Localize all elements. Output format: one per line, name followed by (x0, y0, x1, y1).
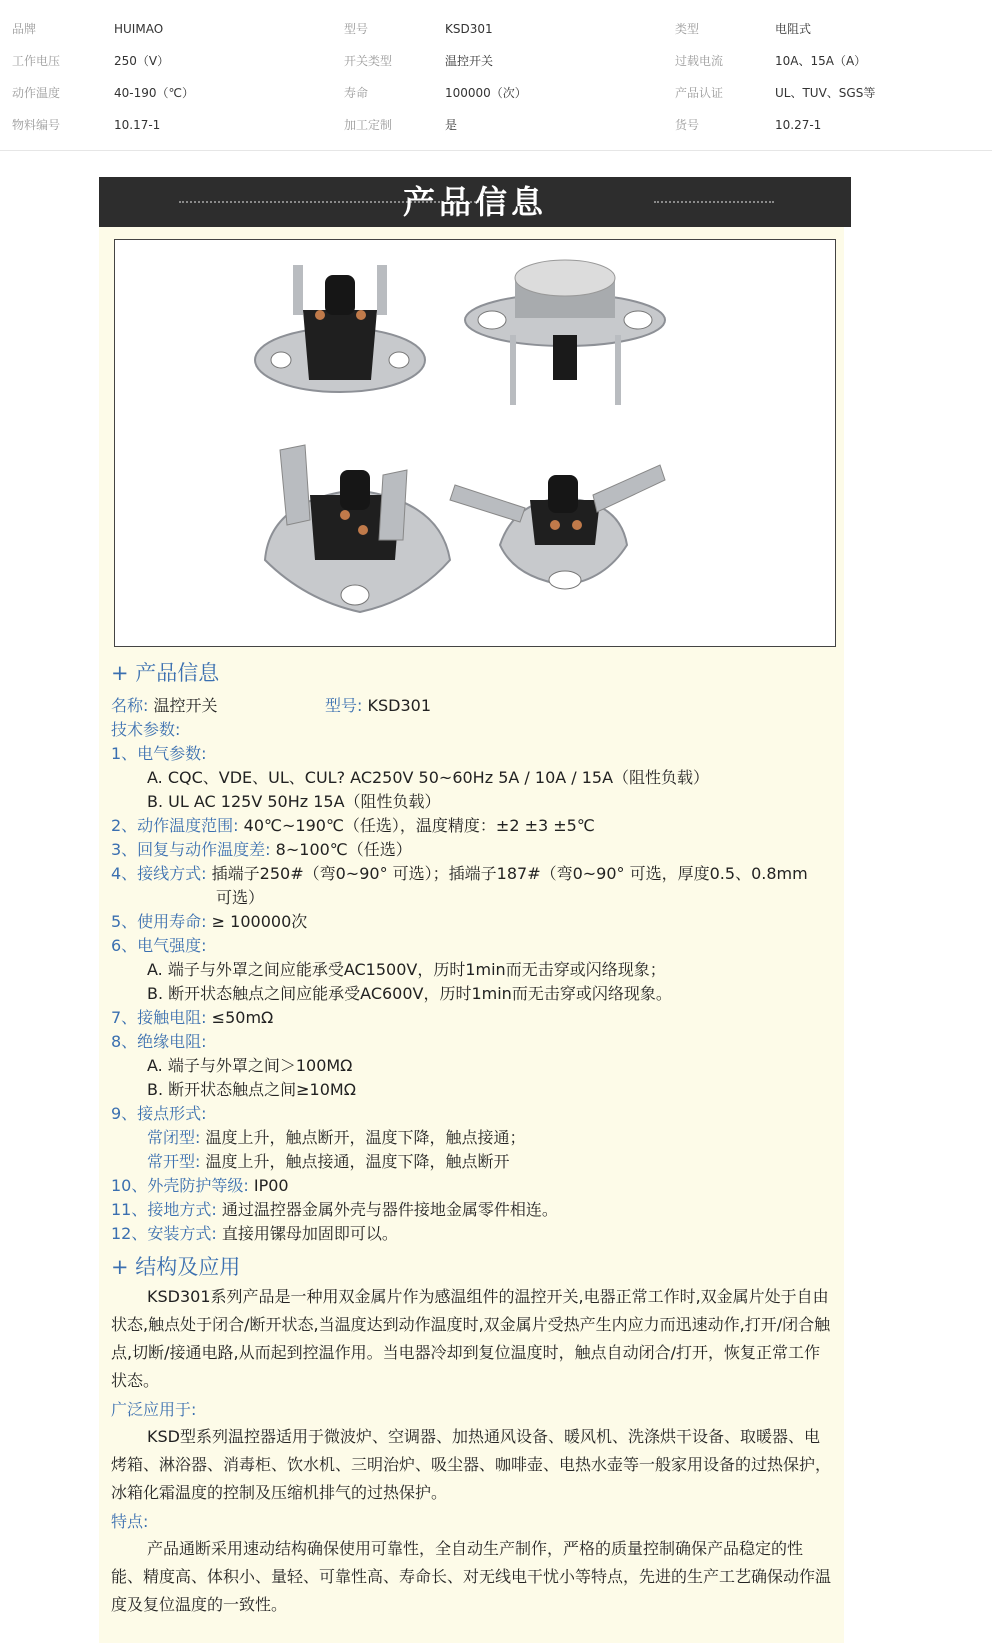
attribute-row (0, 17, 992, 41)
spec-8-label: 8、绝缘电阻: (111, 1032, 207, 1051)
banner-title: 产品信息 (402, 183, 547, 221)
feature-text: 产品通断采用速动结构确保使用可靠性，全自动生产制作，严格的质量控制确保产品稳定的性能、精度高、体积小、量轻、可靠性高、寿命长、对无线电干忧小等特点，先进的生产工艺确保动作温度及复位温度的一致性。 (111, 1539, 832, 1614)
spec-5-value: ≥ 100000次 (211, 912, 308, 931)
attribute-value: HUIMAO (114, 22, 164, 36)
spec-11-label: 11、接地方式: (111, 1200, 217, 1219)
spec-9b (147, 1151, 510, 1173)
feature-paragraph (111, 1535, 831, 1619)
name-value: 温控开关 (153, 696, 218, 715)
attribute-label: 类型 (675, 22, 700, 36)
spec-1a: A. CQC、VDE、UL、CUL? AC250V 50~60Hz 5A / 10A / 15A（阻性负载） (147, 768, 710, 787)
product-photo-1 (255, 265, 425, 392)
spec-8a: A. 端子与外罩之间＞100MΩ (147, 1056, 353, 1075)
spec-9a (147, 1127, 526, 1149)
tech-params-label: 技术参数: (111, 720, 181, 739)
product-attributes (0, 0, 992, 151)
spec-6b: B. 断开状态触点之间应能承受AC600V，历时1min而无击穿或闪络现象。 (147, 984, 672, 1003)
name-label: 名称: (111, 696, 149, 715)
spec-9a-value: 温度上升，触点断开，温度下降，触点接通； (205, 1128, 526, 1147)
attribute-value: 100000（次） (445, 86, 527, 100)
attribute-label: 物料编号 (12, 118, 61, 132)
spec-9b-value: 温度上升，触点接通，温度下降，触点断开 (205, 1152, 510, 1171)
attribute-row (0, 113, 992, 137)
application-paragraph (111, 1423, 831, 1507)
spec-7 (111, 1007, 273, 1029)
attribute-value: 10.27-1 (775, 118, 822, 132)
attribute-label: 过载电流 (675, 54, 724, 68)
spec-11-value: 通过温控器金属外壳与器件接地金属零件相连。 (221, 1200, 558, 1219)
attribute-value: 250（V） (114, 54, 170, 68)
attribute-value: 电阻式 (775, 22, 812, 36)
spec-12-value: 直接用镙母加固即可以。 (221, 1224, 398, 1243)
spec-7-label: 7、接触电阻: (111, 1008, 207, 1027)
application-label: 广泛应用于: (111, 1400, 197, 1419)
attribute-label: 品牌 (12, 22, 37, 36)
spec-4 (111, 863, 808, 885)
structure-text: KSD301系列产品是一种用双金属片作为感温组件的温控开关,电器正常工作时,双金属片处于自由状态,触点处于闭合/断开状态,当温度达到动作温度时,双金属片受热产生内应力而迅速动作,打开/闭合触点,切断/接通电路,从而起到控温作用。当电器冷却到复位温度时，触点自动闭合/打开，恢复正常工作状态。 (111, 1287, 831, 1390)
spec-4-continued: 可选） (216, 888, 265, 907)
spec-2-value: 40℃~190℃（任选），温度精度：±2 ±3 ±5℃ (243, 816, 595, 835)
product-photo-2 (465, 260, 665, 405)
product-photos (114, 239, 836, 647)
attribute-label: 开关类型 (344, 54, 393, 68)
attribute-value: 10.17-1 (114, 118, 161, 132)
feature-label: 特点: (111, 1512, 149, 1531)
attribute-row (0, 81, 992, 105)
spec-8b: B. 断开状态触点之间≥10MΩ (147, 1080, 356, 1099)
spec-2 (111, 815, 595, 837)
attribute-label: 加工定制 (344, 118, 393, 132)
attribute-value: 温控开关 (445, 54, 494, 68)
spec-4-label: 4、接线方式: (111, 864, 207, 883)
spec-12 (111, 1223, 398, 1245)
attribute-label: 工作电压 (12, 54, 61, 68)
spec-3-value: 8~100℃（任选） (275, 840, 412, 859)
attribute-label: 型号 (344, 22, 369, 36)
spec-2-label: 2、动作温度范围: (111, 816, 239, 835)
structure-paragraph (111, 1283, 831, 1395)
model-line (325, 695, 431, 717)
name-line (111, 695, 218, 717)
spec-10-label: 10、外壳防护等级: (111, 1176, 249, 1195)
attribute-row (0, 49, 992, 73)
application-text: KSD型系列温控器适用于微波炉、空调器、加热通风设备、暖风机、洗涤烘干设备、取暖器、电烤箱、淋浴器、消毒柜、饮水机、三明治炉、吸尘器、咖啡壶、电热水壶等一般家用设备的过热保护，冰箱化霜温度的控制及压缩机排气的过热保护。 (111, 1427, 832, 1502)
model-label: 型号: (325, 696, 363, 715)
attribute-value: 40-190（℃） (114, 86, 194, 100)
spec-6a: A. 端子与外罩之间应能承受AC1500V，历时1min而无击穿或闪络现象； (147, 960, 666, 979)
model-value: KSD301 (367, 696, 432, 715)
section-banner (99, 177, 851, 227)
product-photo-3 (265, 445, 450, 612)
spec-3-label: 3、回复与动作温度差: (111, 840, 271, 859)
spec-9b-label: 常开型: (147, 1152, 201, 1171)
attribute-label: 货号 (675, 118, 700, 132)
section-title-product-info: + 产品信息 (111, 661, 220, 685)
spec-4-value: 插端子250#（弯0~90° 可选）；插端子187#（弯0~90° 可选，厚度0.5、0.8mm (211, 864, 808, 883)
spec-10-value: IP00 (253, 1176, 289, 1195)
attribute-value: UL、TUV、SGS等 (775, 86, 876, 100)
spec-1b: B. UL AC 125V 50Hz 15A（阻性负载） (147, 792, 441, 811)
product-description (99, 227, 844, 1643)
attribute-label: 动作温度 (12, 86, 61, 100)
spec-9-label: 9、接点形式: (111, 1104, 207, 1123)
spec-10 (111, 1175, 289, 1197)
spec-12-label: 12、安装方式: (111, 1224, 217, 1243)
spec-5-label: 5、使用寿命: (111, 912, 207, 931)
spec-7-value: ≤50mΩ (211, 1008, 274, 1027)
spec-5 (111, 911, 307, 933)
spec-1-label: 1、电气参数: (111, 744, 207, 763)
attribute-value: 是 (445, 118, 458, 132)
spec-9a-label: 常闭型: (147, 1128, 201, 1147)
attribute-label: 产品认证 (675, 86, 724, 100)
spec-11 (111, 1199, 558, 1221)
section-title-structure: + 结构及应用 (111, 1255, 241, 1279)
product-photo-4 (450, 465, 665, 589)
attribute-value: 10A、15A（A） (775, 54, 867, 68)
product-photo-grid (115, 240, 835, 646)
attribute-label: 寿命 (344, 86, 369, 100)
spec-3 (111, 839, 412, 861)
spec-6-label: 6、电气强度: (111, 936, 207, 955)
attribute-value: KSD301 (445, 22, 493, 36)
